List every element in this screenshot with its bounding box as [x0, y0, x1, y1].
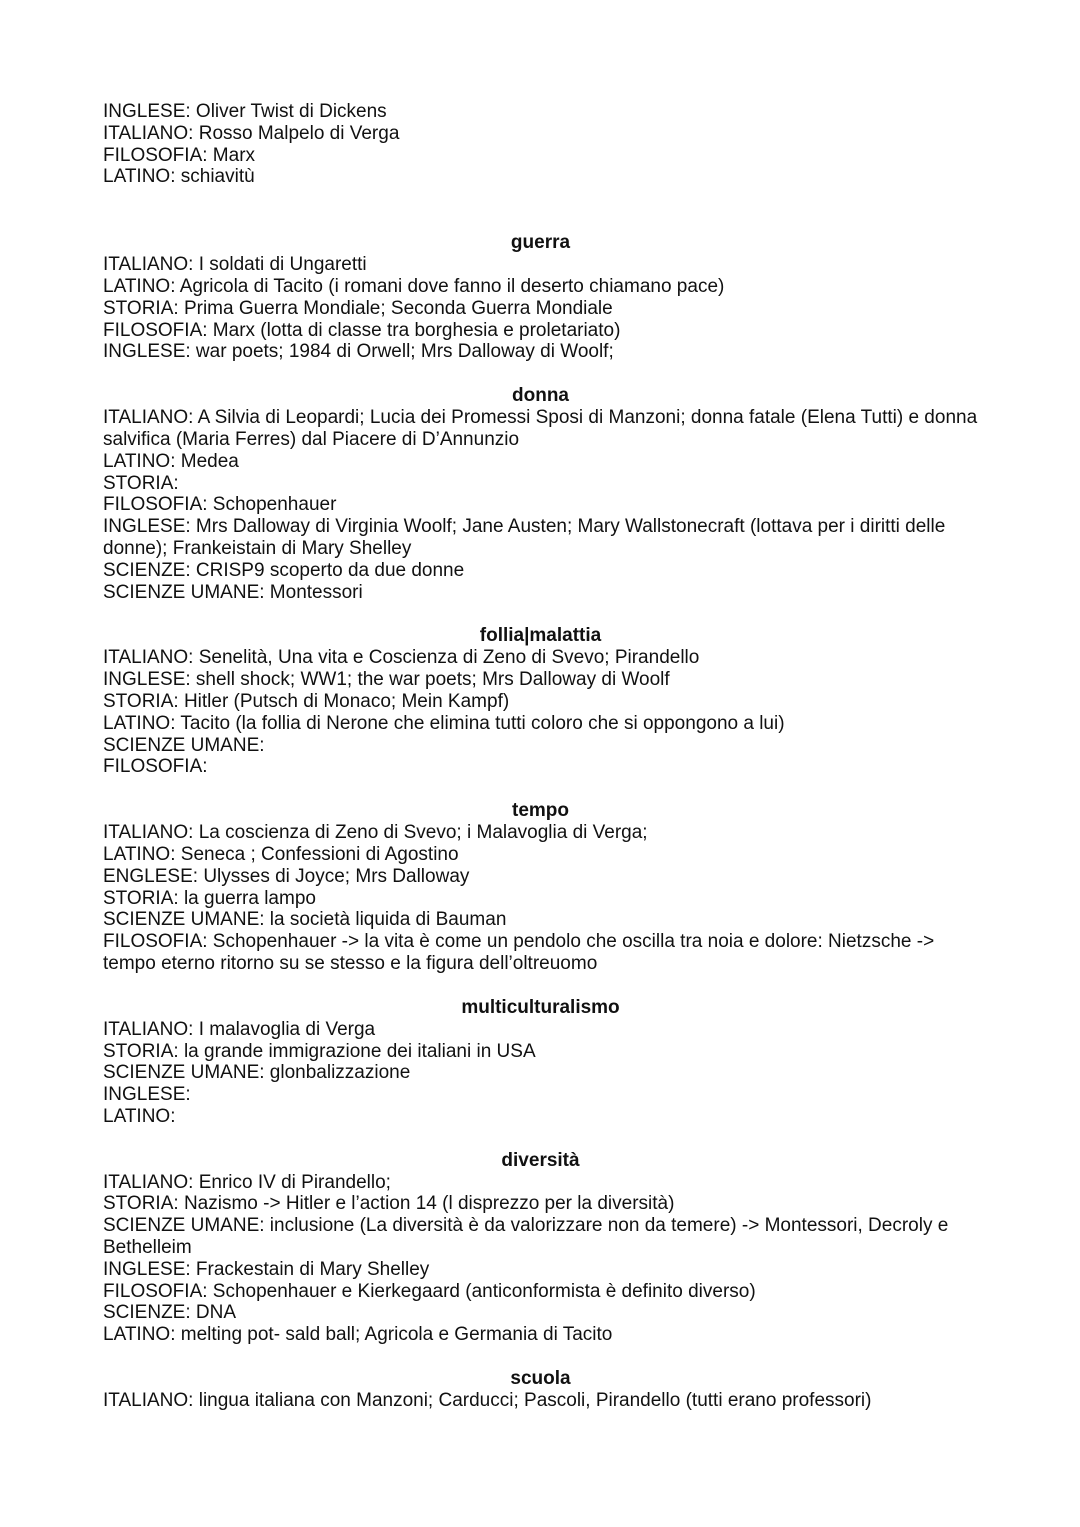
section-line: LATINO:: [103, 1105, 176, 1127]
section-line: ITALIANO: lingua italiana con Manzoni; Carducci; Pascoli, Pirandello (tutti erano professori): [103, 1390, 872, 1412]
section-line: ITALIANO: I soldati di Ungaretti: [103, 254, 367, 276]
section-line: STORIA:: [103, 472, 179, 494]
intro-line: FILOSOFIA: Marx: [103, 144, 256, 166]
section-line: LATINO: melting pot- sald ball; Agricola e Germania di Tacito: [103, 1324, 613, 1346]
section-title: multiculturalismo: [461, 996, 620, 1018]
section-line: LATINO: Agricola di Tacito (i romani dove fanno il deserto chiamano pace): [103, 275, 725, 297]
intro-line: INGLESE: Oliver Twist di Dickens: [103, 101, 387, 122]
intro-line: ITALIANO: Rosso Malpelo di Verga: [103, 122, 400, 144]
section-follia-malattia: [103, 625, 978, 778]
section-title: donna: [512, 385, 569, 407]
section-line: SCIENZE: CRISP9 scoperto da due donne: [103, 559, 465, 581]
section-line: LATINO: Medea: [103, 450, 239, 472]
section-title: follia|malattia: [479, 625, 602, 647]
section-line: ENGLESE: Ulysses di Joyce; Mrs Dalloway: [103, 865, 470, 887]
section-line: ITALIANO: I malavoglia di Verga: [103, 1018, 376, 1040]
section-line: SCIENZE UMANE: inclusione (La diversità è da valorizzare non da temere) -> Montessori, Decroly e Bethelleim: [103, 1215, 949, 1259]
section-multiculturalismo: [103, 997, 978, 1128]
section-title: diversità: [501, 1149, 580, 1171]
section-tempo: [103, 800, 978, 975]
section-line: SCIENZE UMANE: glonbalizzazione: [103, 1062, 411, 1084]
section-line: STORIA: Prima Guerra Mondiale; Seconda Guerra Mondiale: [103, 297, 613, 319]
section-title: tempo: [512, 800, 569, 822]
section-title: guerra: [510, 232, 571, 254]
document-page: [103, 101, 978, 1434]
section-line: FILOSOFIA:: [103, 756, 208, 778]
section-line: INGLESE: war poets; 1984 di Orwell; Mrs Dalloway di Woolf;: [103, 341, 614, 363]
section-line: FILOSOFIA: Marx (lotta di classe tra borghesia e proletariato): [103, 319, 621, 341]
section-line: ITALIANO: Enrico IV di Pirandello;: [103, 1171, 391, 1193]
section-line: SCIENZE: DNA: [103, 1302, 237, 1324]
intro-block: [103, 101, 978, 188]
section-line: LATINO: Seneca ; Confessioni di Agostino: [103, 843, 459, 865]
section-line: ITALIANO: A Silvia di Leopardi; Lucia dei Promessi Sposi di Manzoni; donna fatale (Elena Tutti) e donna salvifica (Maria Ferres) dal Piacere di D’Annunzio: [103, 407, 978, 450]
section-line: SCIENZE UMANE: Montessori: [103, 581, 363, 603]
section-line: INGLESE: shell shock; WW1; the war poets; Mrs Dalloway di Woolf: [103, 669, 670, 691]
section-line: INGLESE: Mrs Dalloway di Virginia Woolf; Jane Austen; Mary Wallstonecraft (lottava per i diritti delle donne); Frankeistain di Mary Shelley: [103, 516, 946, 559]
section-line: FILOSOFIA: Schopenhauer e Kierkegaard (anticonformista è definito diverso): [103, 1280, 756, 1302]
section-line: ITALIANO: La coscienza di Zeno di Svevo; i Malavoglia di Verga;: [103, 822, 648, 844]
section-line: SCIENZE UMANE: la società liquida di Bauman: [103, 909, 507, 931]
section-line: STORIA: la guerra lampo: [103, 887, 316, 909]
section-line: STORIA: Hitler (Putsch di Monaco; Mein Kampf): [103, 690, 510, 712]
section-title: scuola: [510, 1368, 571, 1390]
section-line: SCIENZE UMANE:: [103, 734, 265, 756]
section-line: FILOSOFIA: Schopenhauer -> la vita è come un pendolo che oscilla tra noia e dolore: Nietzsche -> tempo eterno ritorno su se stesso e la figura dell’oltreuomo: [103, 931, 935, 974]
section-diversita: [103, 1150, 978, 1346]
section-line: ITALIANO: Senelità, Una vita e Coscienza di Zeno di Svevo; Pirandello: [103, 647, 700, 669]
section-line: LATINO: Tacito (la follia di Nerone che elimina tutti coloro che si oppongono a lui): [103, 712, 785, 734]
section-line: FILOSOFIA: Schopenhauer: [103, 494, 337, 516]
intro-line: LATINO: schiavitù: [103, 166, 255, 188]
section-line: INGLESE: Frackestain di Mary Shelley: [103, 1258, 430, 1280]
section-line: INGLESE:: [103, 1084, 191, 1106]
section-scuola: [103, 1368, 978, 1412]
section-guerra: [103, 232, 978, 363]
section-donna: [103, 385, 978, 603]
section-line: STORIA: Nazismo -> Hitler e l’action 14 (l disprezzo per la diversità): [103, 1193, 675, 1215]
section-line: STORIA: la grande immigrazione dei italiani in USA: [103, 1040, 536, 1062]
